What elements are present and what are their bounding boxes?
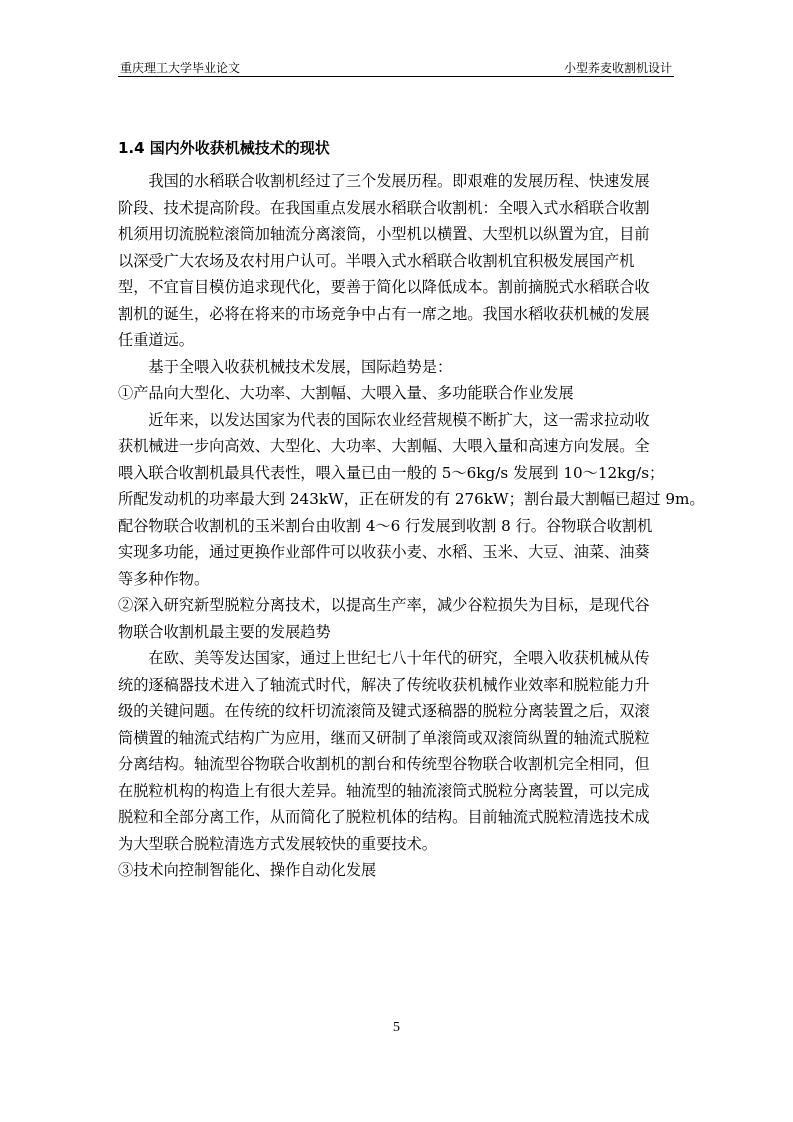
- text-line: 近年来，以发达国家为代表的国际农业经营规模不断扩大，这一需求拉动收: [118, 410, 650, 429]
- text-line: 割机的诞生，必将在将来的市场竞争中占有一席之地。我国水稻收获机械的发展: [118, 304, 650, 323]
- text-line: 脱粒和全部分离工作，从而简化了脱粒机体的结构。目前轴流式脱粒清选技术成: [118, 808, 650, 826]
- text-line: 型，不宜盲目模仿追求现代化，要善于简化以降低成本。割前摘脱式水稻联合收: [118, 278, 650, 296]
- text-line: 配谷物联合收割机的玉米割台由收割 4～6 行发展到收割 8 行。谷物联合收割机: [118, 516, 653, 535]
- list-item-heading: 物联合收割机最主要的发展趋势: [118, 622, 331, 641]
- text-line: 筒横置的轴流式结构广为应用，继而又研制了单滚筒或双滚筒纵置的轴流式脱粒: [118, 728, 650, 747]
- text-line: 实现多功能，通过更换作业部件可以收获小麦、水稻、玉米、大豆、油菜、油葵: [118, 543, 650, 561]
- text-line: 获机械进一步向高效、大型化、大功率、大割幅、大喂入量和高速方向发展。全: [118, 437, 650, 455]
- text-line: 在欧、美等发达国家，通过上世纪七八十年代的研究，全喂入收获机械从传: [118, 649, 650, 667]
- text-line: 任重道远。: [118, 331, 194, 349]
- text-line: 基于全喂入收获机械技术发展，国际趋势是：: [118, 357, 453, 376]
- text-line: 喂入联合收割机最具代表性，喂入量已由一般的 5～6kg/s 发展到 10～12kg/s；: [118, 463, 665, 482]
- header-left-title: 重庆理工大学毕业论文: [120, 61, 241, 75]
- body-text: [118, 168, 705, 884]
- text-line: 等多种作物。: [118, 569, 210, 588]
- section-heading: 1.4 国内外收获机械技术的现状: [118, 139, 330, 157]
- text-line: 阶段、技术提高阶段。在我国重点发展水稻联合收割机：全喂入式水稻联合收割: [118, 198, 650, 217]
- text-line: 所配发动机的功率最大到 243kW，正在研发的有 276kW；割台最大割幅已超过 9m。: [118, 490, 705, 508]
- text-line: 为大型联合脱粒清选方式发展较快的重要技术。: [118, 834, 437, 853]
- text-line: 在脱粒机构的构造上有很大差异。轴流型的轴流滚筒式脱粒分离装置，可以完成: [118, 781, 650, 800]
- text-line: 统的逐稿器技术进入了轴流式时代，解决了传统收获机械作业效率和脱粒能力升: [118, 675, 650, 694]
- text-line: 以深受广大农场及农村用户认可。半喂入式水稻联合收割机宜积极发展国产机: [118, 251, 635, 270]
- page-header: [118, 56, 674, 77]
- list-item-heading: ③技术向控制智能化、操作自动化发展: [118, 861, 377, 879]
- page-number: 5: [393, 1020, 400, 1035]
- text-line: 机须用切流脱粒滚筒加轴流分离滚筒，小型机以横置、大型机以纵置为宜，目前: [118, 225, 650, 243]
- text-line: 分离结构。轴流型谷物联合收割机的割台和传统型谷物联合收割机完全相同，但: [118, 755, 650, 773]
- list-item-heading: ①产品向大型化、大功率、大割幅、大喂入量、多功能联合作业发展: [118, 384, 574, 402]
- text-block: [118, 168, 705, 884]
- header-right-title: 小型荞麦收割机设计: [563, 61, 672, 75]
- text-line: 我国的水稻联合收割机经过了三个发展历程。即艰难的发展历程、快速发展: [118, 172, 650, 190]
- list-item-heading: ②深入研究新型脱粒分离技术，以提高生产率，减少谷粒损失为目标，是现代谷: [118, 596, 650, 614]
- text-line: 级的关键问题。在传统的纹杆切流滚筒及键式逐稿器的脱粒分离装置之后，双滚: [118, 702, 650, 720]
